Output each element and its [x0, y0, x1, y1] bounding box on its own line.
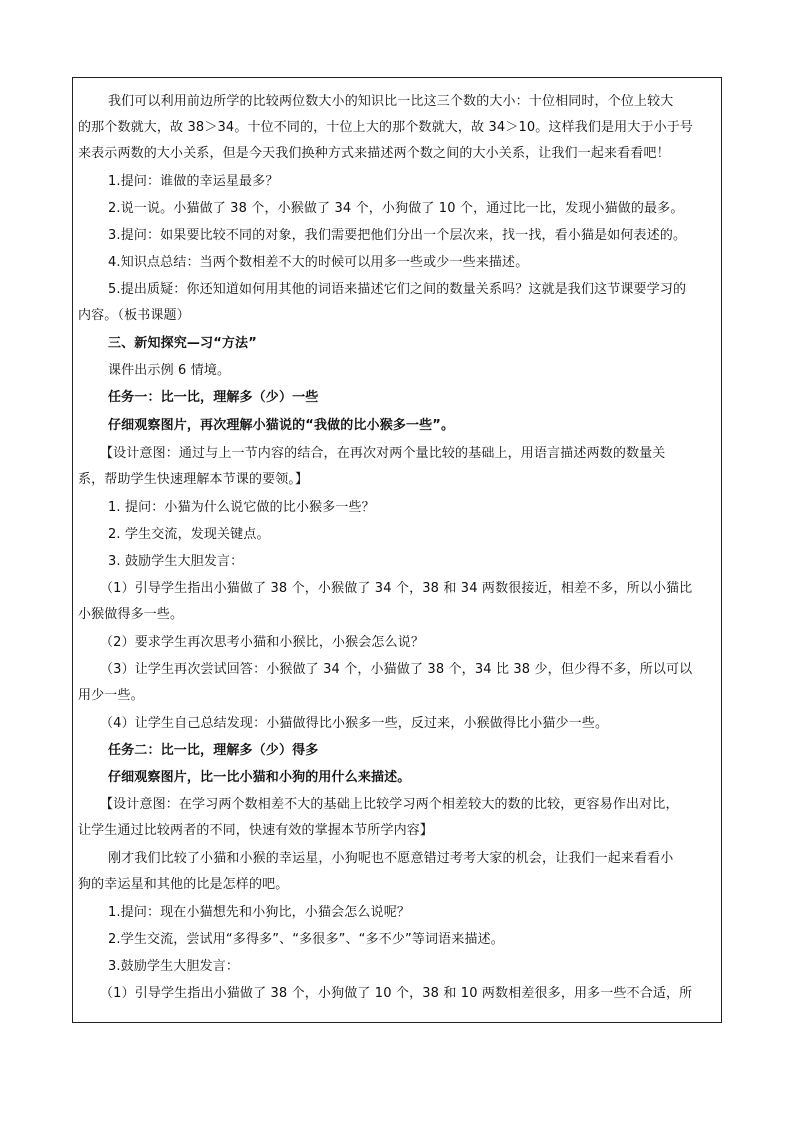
text-line: 任务二：比一比，理解多（少）得多: [108, 743, 319, 758]
text-line: 4.知识点总结：当两个数相差不大的时候可以用多一些或少一些来描述。: [108, 255, 529, 270]
text-line: （2）要求学生再次思考小猫和小猴比，小猴会怎么说？: [100, 635, 425, 650]
text-line: 用少一些。: [78, 688, 144, 703]
text-line: 【设计意图：通过与上一节内容的结合，在再次对两个量比较的基础上，用语言描述两数的数量关: [100, 446, 666, 461]
text-line: 刚才我们比较了小猫和小猴的幸运星，小狗呢也不愿意错过考考大家的机会，让我们一起来看看小: [108, 851, 674, 866]
text-line: 课件出示例 6 情境。: [108, 363, 231, 378]
text-line: 3.鼓励学生大胆发言：: [108, 959, 240, 974]
text-line: 1.提问：谁做的幸运星最多？: [108, 174, 279, 189]
text-line: 小猴做得多一些。: [78, 607, 184, 622]
text-line: （1）引导学生指出小猫做了 38 个，小猴做了 34 个，38 和 34 两数很接近，相差不多，所以小猫比: [100, 581, 693, 596]
text-line: 1.提问：现在小猫想先和小狗比，小猫会怎么说呢？: [108, 905, 411, 920]
text-line: 5.提出质疑：你还知道如何用其他的词语来描述它们之间的数量关系吗？这就是我们这节课要学习的: [108, 282, 687, 297]
text-line: 仔细观察图片，比一比小猫和小狗的用什么来描述。: [108, 770, 411, 785]
text-line: （4）让学生自己总结发现：小猫做得比小猴多一些，反过来，小猴做得比小猫少一些。: [100, 716, 609, 731]
text-line: 2.说一说。小猫做了 38 个，小猴做了 34 个，小狗做了 10 个，通过比一比，发现小猫做的最多。: [108, 201, 684, 216]
text-line: 来表示两数的大小关系，但是今天我们换种方式来描述两个数之间的大小关系，让我们一起来看看吧！: [78, 146, 670, 161]
text-line: 2. 学生交流，发现关键点。: [108, 527, 270, 542]
text-line: 的那个数就大，故 38＞34。十位不同的，十位上大的那个数就大，故 34＞10。这样我们是用大于小于号: [78, 120, 694, 135]
text-line: 任务一：比一比，理解多（少）一些: [108, 390, 319, 405]
text-line: 让学生通过比较两者的不同，快速有效的掌握本节所学内容】: [78, 823, 434, 838]
text-line: （3）让学生再次尝试回答：小猴做了 34 个，小猫做了 38 个，34 比 38 少，但少得不多，所以可以: [100, 662, 693, 677]
text-line: 三、新知探究—习“方法”: [108, 336, 257, 351]
text-line: 【设计意图：在学习两个数相差不大的基础上比较学习两个相差较大的数的比较，更容易作出对比，: [100, 797, 679, 812]
text-line: 狗的幸运星和其他的比是怎样的吧。: [78, 877, 289, 892]
text-line: 3. 鼓励学生大胆发言：: [108, 554, 244, 569]
text-line: 2.学生交流，尝试用“多得多”、“多很多”、“多不少”等词语来描述。: [108, 932, 504, 947]
text-line: 系，帮助学生快速理解本节课的要领。】: [78, 472, 309, 487]
text-line: 3.提问：如果要比较不同的对象，我们需要把他们分出一个层次来，找一找，看小猫是如何表述的。: [108, 228, 687, 243]
text-line: （1）引导学生指出小猫做了 38 个，小狗做了 10 个，38 和 10 两数相差很多，用多一些不合适，所: [100, 986, 693, 1001]
text-line: 我们可以利用前边所学的比较两位数大小的知识比一比这三个数的大小：十位相同时，个位上较大: [108, 94, 674, 109]
text-line: 内容。（板书课题）: [78, 308, 190, 323]
text-line: 1. 提问：小猫为什么说它做的比小猴多一些？: [108, 500, 375, 515]
text-line: 仔细观察图片，再次理解小猫说的“我做的比小猴多一些”。: [108, 418, 455, 433]
